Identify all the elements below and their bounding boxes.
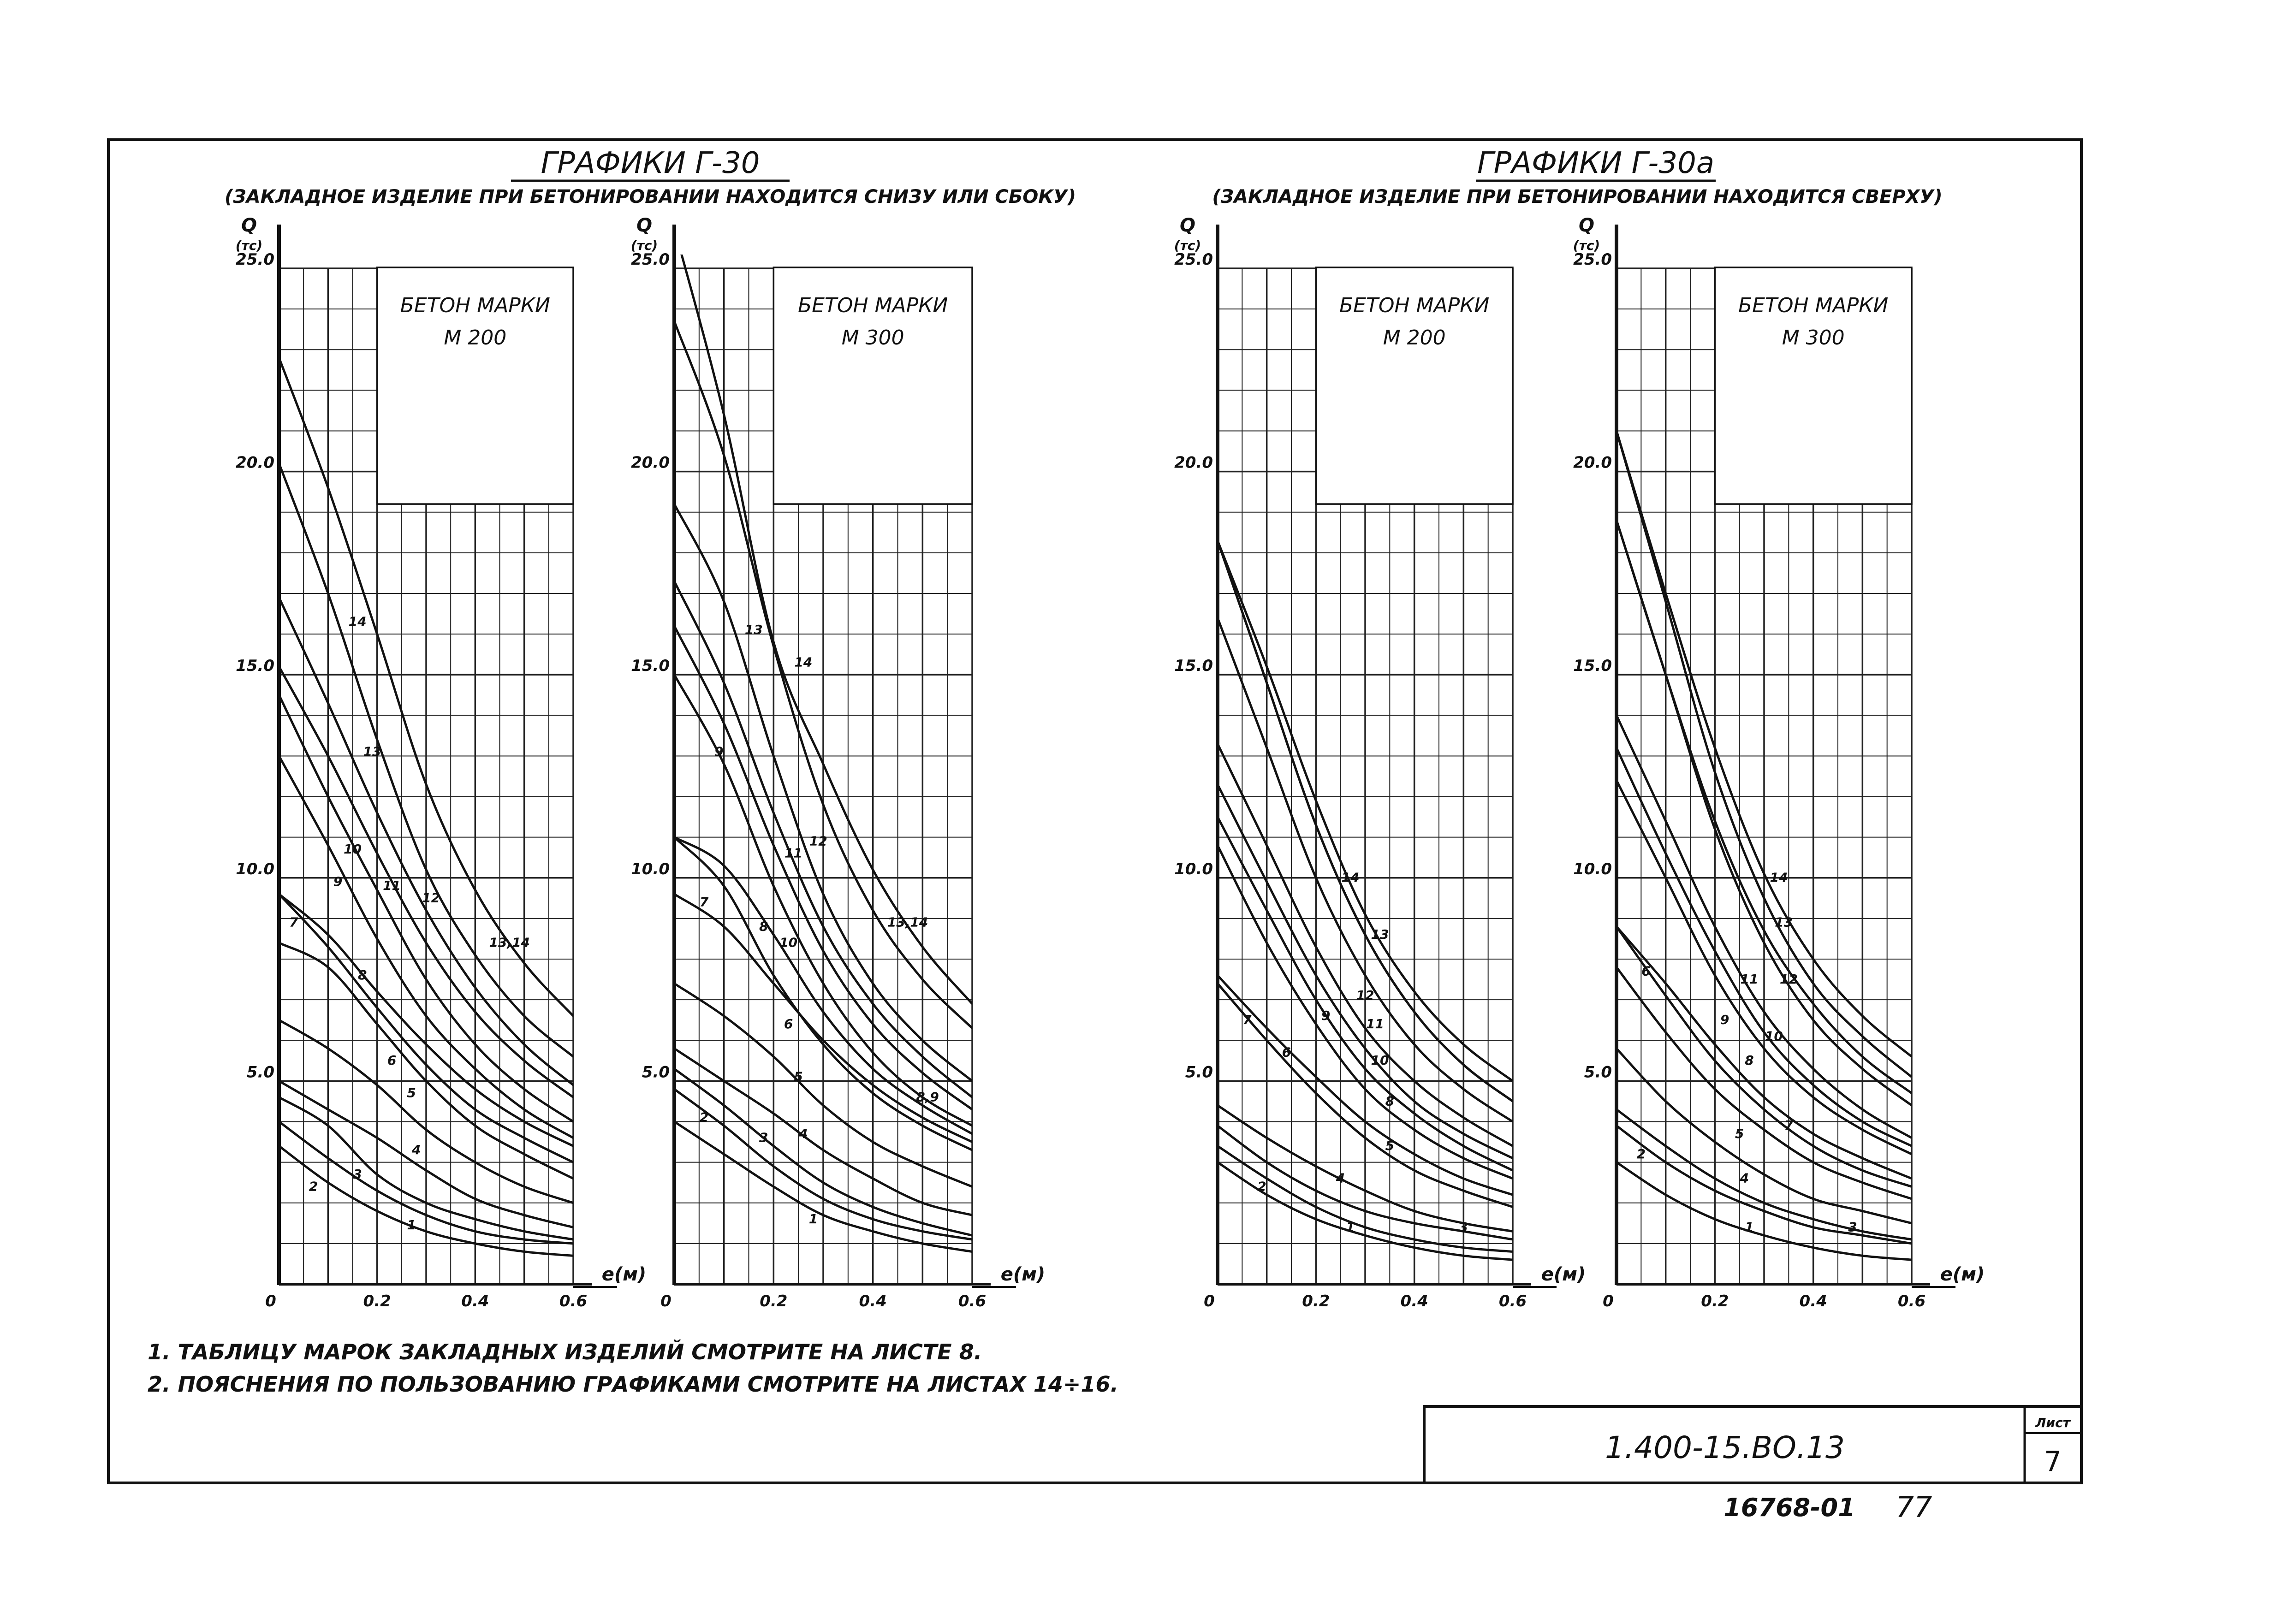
chart-panel-2 [631, 215, 1045, 1310]
curve-label: 7 [1784, 1118, 1794, 1133]
y-axis-label: Q [1578, 215, 1595, 236]
curve-label: 4 [1740, 1170, 1749, 1186]
curve-label: 6 [784, 1016, 793, 1031]
x-tick-label: 0.4 [859, 1292, 887, 1310]
curve-label: 14 [348, 614, 367, 629]
x-tick-label: 0.2 [363, 1292, 391, 1310]
y-axis-unit: (тс) [630, 238, 658, 253]
y-tick-label: 20.0 [631, 453, 670, 472]
curve-label: 6 [1641, 963, 1651, 979]
curve-label: 4 [1336, 1170, 1345, 1186]
y-axis-unit: (тс) [1174, 238, 1201, 253]
curve-label: 11 [383, 878, 401, 894]
curve-label: 3 [1848, 1219, 1857, 1235]
curve-label: 10 [344, 841, 362, 857]
y-tick-label: 10.0 [1174, 859, 1213, 878]
x-axis-label: е(м) [1940, 1264, 1985, 1285]
y-axis-label: Q [636, 215, 653, 236]
curve-label: 6 [387, 1053, 397, 1068]
curve-group-label: 13,14 [489, 935, 530, 950]
y-tick-label: 25.0 [631, 250, 670, 269]
note-1: 1. ТАБЛИЦУ МАРОК ЗАКЛАДНЫХ ИЗДЕЛИЙ СМОТРИТЕ НА ЛИСТЕ 8. [148, 1340, 982, 1364]
concrete-grade-label: М 300 [841, 326, 904, 350]
curve-label: 5 [407, 1085, 416, 1101]
chart-panels [236, 215, 1985, 1310]
y-tick-label: 15.0 [1174, 657, 1213, 676]
curve-label: 13 [1371, 926, 1389, 942]
curve-label: 3 [1459, 1219, 1468, 1235]
sheet-label: Лист [2035, 1415, 2070, 1430]
curve-label: 9 [714, 744, 724, 759]
curve-group-label: 13,14 [887, 914, 928, 930]
curve-label: 13 [363, 744, 381, 759]
sheet-number: 7 [2044, 1446, 2062, 1478]
y-tick-label: 15.0 [631, 657, 670, 676]
curve-label: 8 [1385, 1093, 1395, 1109]
curve-label: 7 [289, 914, 298, 930]
curve-label: 5 [794, 1069, 803, 1085]
curve-label: 8 [1745, 1053, 1754, 1068]
y-tick-label: 15.0 [1573, 657, 1612, 676]
page-number: 77 [1896, 1490, 1932, 1524]
right-title: ГРАФИКИ Г-30а [1477, 146, 1715, 180]
curve-label: 10 [779, 935, 798, 950]
y-axis-label: Q [1179, 215, 1196, 236]
curve-label: 9 [1720, 1012, 1729, 1028]
x-tick-label: 0.6 [1897, 1292, 1926, 1310]
x-tick-label: 0.6 [1498, 1292, 1527, 1310]
y-tick-label: 5.0 [642, 1063, 670, 1082]
curve-label: 11 [1740, 971, 1759, 987]
note-2: 2. ПОЯСНЕНИЯ ПО ПОЛЬЗОВАНИЮ ГРАФИКАМИ СМОТРИТЕ НА ЛИСТАХ 14÷16. [148, 1372, 1118, 1397]
curve-group-label: 8,9 [916, 1089, 939, 1105]
archive-number: 16768-01 [1723, 1493, 1855, 1522]
x-tick-label: 0.6 [958, 1292, 987, 1310]
chart-panel-1 [236, 215, 646, 1310]
y-tick-label: 5.0 [1185, 1063, 1213, 1082]
y-tick-label: 20.0 [1573, 453, 1612, 472]
concrete-grade-label: БЕТОН МАРКИ [400, 294, 550, 317]
left-subtitle: (ЗАКЛАДНОЕ ИЗДЕЛИЕ ПРИ БЕТОНИРОВАНИИ НАХОДИТСЯ СНИЗУ ИЛИ СБОКУ) [224, 186, 1076, 207]
x-tick-label: 0 [265, 1292, 276, 1310]
left-title: ГРАФИКИ Г-30 [541, 146, 760, 180]
concrete-grade-label: М 200 [444, 326, 507, 350]
curve-label: 5 [1385, 1138, 1395, 1154]
y-tick-label: 5.0 [246, 1063, 274, 1082]
y-tick-label: 20.0 [236, 453, 274, 472]
right-subtitle: (ЗАКЛАДНОЕ ИЗДЕЛИЕ ПРИ БЕТОНИРОВАНИИ НАХОДИТСЯ СВЕРХУ) [1212, 186, 1943, 207]
y-tick-label: 15.0 [236, 657, 274, 676]
curve-label: 8 [759, 919, 768, 934]
x-tick-label: 0.2 [1701, 1292, 1729, 1310]
curve-label: 12 [1779, 971, 1798, 987]
curve-label: 2 [309, 1179, 318, 1194]
y-tick-label: 10.0 [236, 859, 274, 878]
y-tick-label: 25.0 [1174, 250, 1213, 269]
curve-label: 7 [1242, 1012, 1252, 1028]
x-tick-label: 0 [660, 1292, 672, 1310]
concrete-grade-label: М 200 [1383, 326, 1446, 350]
curve-label: 4 [411, 1142, 421, 1158]
x-tick-label: 0.4 [461, 1292, 489, 1310]
y-tick-label: 20.0 [1174, 453, 1213, 472]
x-tick-label: 0 [1603, 1292, 1614, 1310]
concrete-grade-label: БЕТОН МАРКИ [1339, 294, 1490, 317]
curve-label: 14 [1341, 870, 1360, 885]
concrete-grade-label: БЕТОН МАРКИ [1738, 294, 1889, 317]
curve-label: 7 [699, 894, 709, 910]
curve-label: 2 [1257, 1179, 1266, 1194]
curve-label: 12 [1356, 988, 1374, 1003]
curve-label: 1 [1745, 1219, 1754, 1235]
y-tick-label: 25.0 [236, 250, 274, 269]
x-tick-label: 0.2 [1302, 1292, 1330, 1310]
curve-label: 13 [1775, 914, 1793, 930]
curve-label: 14 [1770, 870, 1788, 885]
y-axis-unit: (тс) [1573, 238, 1600, 253]
curve-label: 6 [1282, 1044, 1291, 1060]
curve-label: 12 [809, 833, 827, 849]
x-axis-label: е(м) [1541, 1264, 1586, 1285]
curve-label: 3 [353, 1166, 362, 1182]
concrete-grade-label: М 300 [1782, 326, 1845, 350]
curve-label: 2 [699, 1109, 709, 1125]
curve-label: 9 [1321, 1008, 1331, 1024]
curve-label: 10 [1371, 1053, 1389, 1068]
y-axis-unit: (тс) [235, 238, 263, 253]
y-axis-label: Q [241, 215, 257, 236]
x-axis-label: е(м) [1000, 1264, 1046, 1285]
chart-panel-3 [1174, 215, 1586, 1310]
curve-label: 11 [1366, 1016, 1384, 1031]
x-tick-label: 0 [1204, 1292, 1215, 1310]
curve-label: 8 [358, 967, 367, 983]
curve-label: 1 [407, 1217, 416, 1233]
document-code: 1.400-15.ВО.13 [1605, 1430, 1845, 1465]
x-axis-label: е(м) [601, 1264, 647, 1285]
curve-label: 4 [799, 1126, 808, 1141]
y-tick-label: 10.0 [1573, 859, 1612, 878]
curve-label: 9 [333, 874, 343, 889]
y-tick-label: 25.0 [1573, 250, 1612, 269]
x-tick-label: 0.2 [760, 1292, 788, 1310]
x-tick-label: 0.4 [1400, 1292, 1428, 1310]
curve-label: 2 [1636, 1146, 1646, 1162]
chart-panel-4 [1573, 215, 1985, 1310]
curve-label: 10 [1765, 1028, 1783, 1044]
y-tick-label: 5.0 [1584, 1063, 1612, 1082]
curve-label: 12 [422, 890, 440, 906]
curve-label: 5 [1735, 1126, 1744, 1141]
curve-label: 14 [794, 654, 813, 670]
curve-label: 1 [808, 1211, 818, 1227]
curve-label: 1 [1346, 1219, 1355, 1235]
concrete-grade-label: БЕТОН МАРКИ [798, 294, 948, 317]
curve-label: 13 [744, 622, 763, 638]
x-tick-label: 0.4 [1799, 1292, 1827, 1310]
curve-label: 3 [759, 1130, 768, 1145]
curve-label: 11 [784, 845, 802, 861]
x-tick-label: 0.6 [559, 1292, 588, 1310]
y-tick-label: 10.0 [631, 859, 670, 878]
